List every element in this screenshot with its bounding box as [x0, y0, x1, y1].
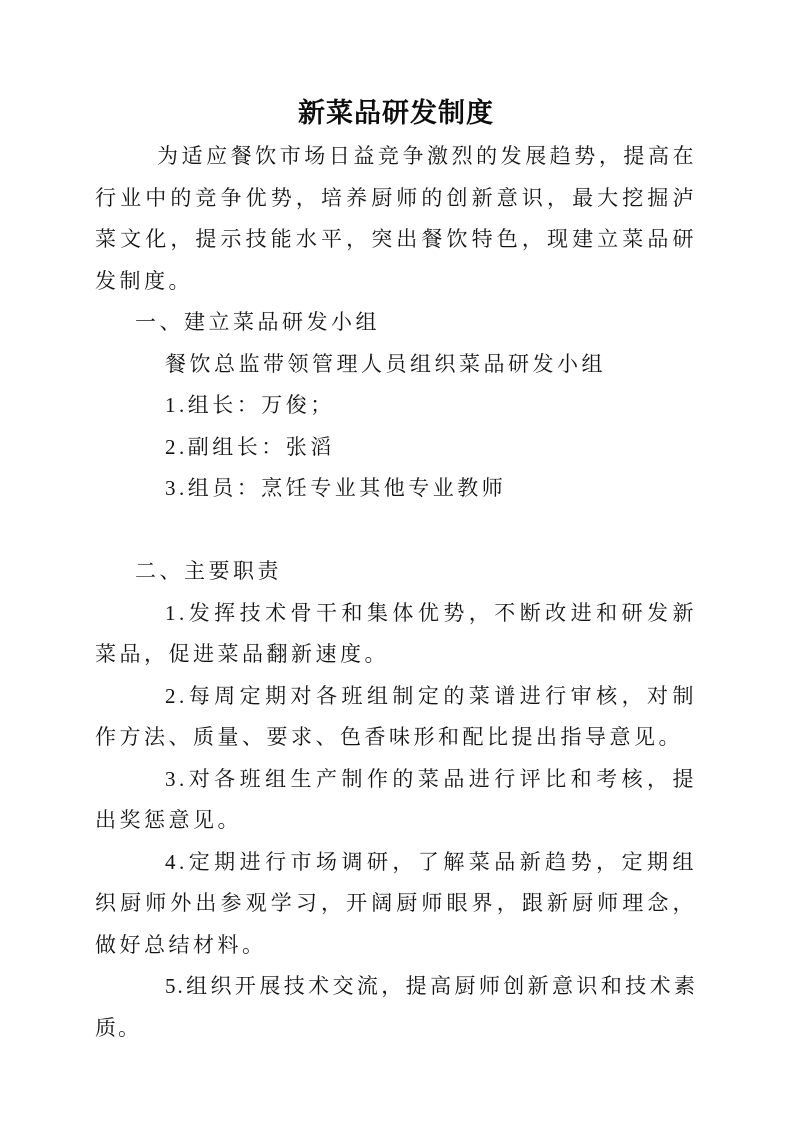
document-title: 新菜品研发制度	[298, 98, 494, 128]
section-1-item-deputy-leader: 2.副组长：张滔	[165, 434, 335, 459]
section-1-lead-line: 餐饮总监带领管理人员组织菜品研发小组	[165, 351, 606, 376]
section-1-item-members: 3.组员：烹饪专业其他专业教师	[165, 476, 507, 500]
section-establish-group	[95, 302, 697, 510]
section-2-duty-3: 3.对各班组生产制作的菜品进行评比和考核，提出奖惩意见。	[95, 766, 697, 832]
section-2-duty-4: 4.定期进行市场调研，了解菜品新趋势，定期组织厨师外出参观学习，开阔厨师眼界，跟新厨师理念，做好总结材料。	[95, 849, 697, 957]
section-2-duty-1: 1.发挥技术骨干和集体优势，不断改进和研发新菜品，促进菜品翻新速度。	[95, 600, 697, 666]
section-2-duty-2: 2.每周定期对各班组制定的菜谱进行审核，对制作方法、质量、要求、色香味形和配比提出指导意见。	[95, 683, 697, 749]
section-2-duty-5: 5.组织开展技术交流，提高厨师创新意识和技术素质。	[95, 974, 697, 1040]
section-main-duties	[95, 551, 697, 1049]
section-2-heading: 二、主要职责	[135, 559, 282, 583]
section-1-item-leader: 1.组长：万俊；	[165, 393, 335, 417]
blank-line	[95, 510, 697, 552]
document-content	[95, 90, 697, 1049]
intro-paragraph: 为适应餐饮市场日益竞争激烈的发展趋势，提高在行业中的竞争优势，培养厨师的创新意识，最大挖掘泸菜文化，提示技能水平，突出餐饮特色，现建立菜品研发制度。	[95, 144, 697, 293]
section-1-heading: 一、建立菜品研发小组	[135, 310, 380, 334]
